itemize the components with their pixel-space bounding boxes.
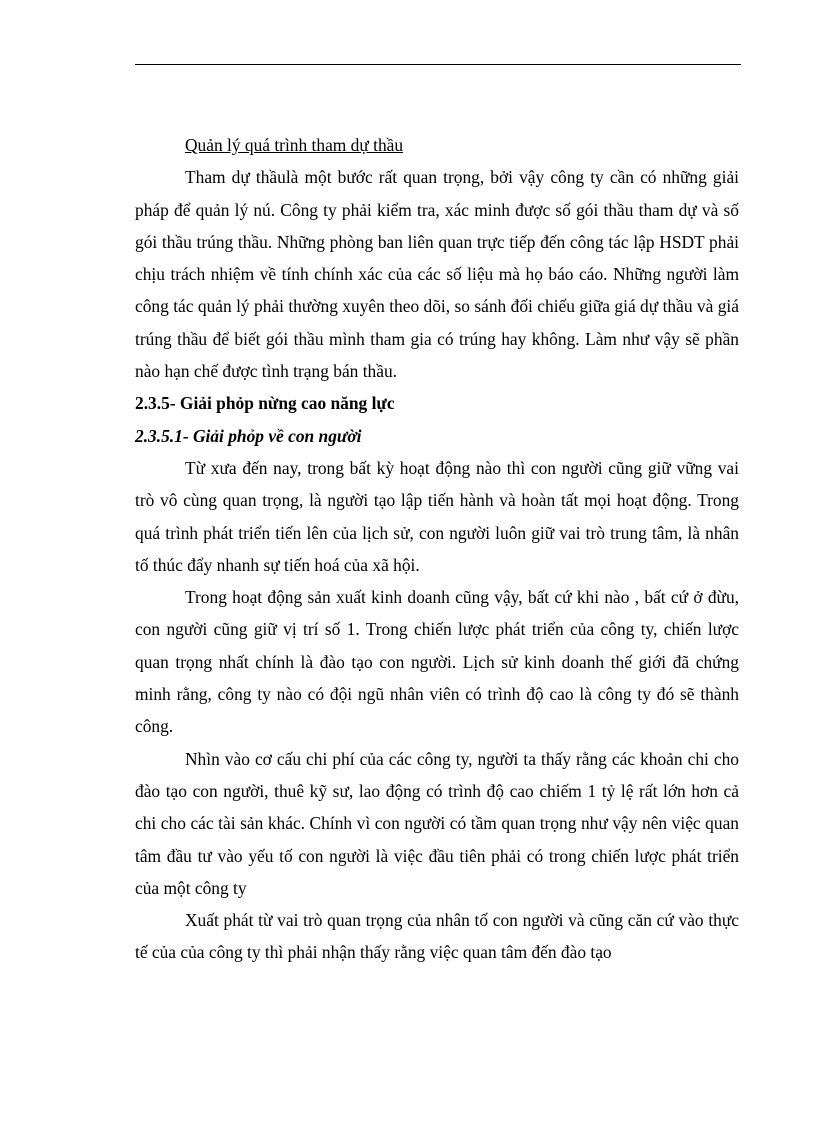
paragraph-cost-structure: Nhìn vào cơ cấu chi phí của các công ty, người ta thấy rằng các khoản chi cho đào tạo con người, thuê kỹ sư, lao động có trình độ cao chiếm 1 tỷ lệ rất lớn hơn cả chi cho các tài sản khác. Chính vì con người có tầm quan trọng như vậy nên việc quan tâm đầu tư vào yếu tố con người là việc đầu tiên phải có trong chiến lược phát triển của một công ty [135,748,739,898]
paragraph-bid-management: Tham dự thầulà một bước rất quan trọng, bởi vậy công ty cần có những giải pháp để quản lý nú. Công ty phải kiểm tra, xác minh được số gói thầu tham dự và số gói thầu trúng thầu. Những phòng ban liên quan trực tiếp đến công tác lập HSDT phải chịu trách nhiệm về tính chính xác của các số liệu mà họ báo cáo. Những người làm công tác quản lý phải thường xuyên theo dõi, so sánh đối chiếu giữa giá dự thầu và giá trúng thầu để biết gói thầu mình tham gia có trúng hay không. Làm như vậy sẽ phần nào hạn chế được tình trạng bán thầu. [135,167,739,382]
paragraph-business-strategy: Trong hoạt động sản xuất kinh doanh cũng vậy, bất cứ khi nào , bất cứ ở đừu, con người cũng giữ vị trí số 1. Trong chiến lược phát triển của công ty, chiến lược quan trọng nhất chính là đào tạo con người. Lịch sử kinh doanh thế giới đã chứng minh rằng, công ty nào có đội ngũ nhân viên có trình độ cao là công ty đó sẽ thành công. [135,587,739,737]
section-heading-2-3-5: 2.3.5- Giải phỏp nừng cao năng lực [135,393,395,414]
paragraph-human-role: Từ xưa đến nay, trong bất kỳ hoạt động nào thì con người cũng giữ vững vai trò vô cùng quan trọng, là người tạo lập tiến hành và hoàn tất mọi hoạt động. Trong quá trình phát triển tiến lên của lịch sử, con người luôn giữ vai trò trung tâm, là nhân tố thúc đẩy nhanh sự tiến hoá của xã hội. [135,457,739,575]
header-rule [135,64,741,65]
section-heading-2-3-5-1: 2.3.5.1- Giải phỏp về con người [135,425,362,446]
document-body [135,129,739,969]
section-heading-bid-process: Quản lý quá trình tham dự thầu [185,135,404,155]
paragraph-training-focus: Xuất phát từ vai trò quan trọng của nhân tố con người và cũng căn cứ vào thực tế của của công ty thì phải nhận thấy rằng việc quan tâm đến đào tạo [135,910,739,963]
